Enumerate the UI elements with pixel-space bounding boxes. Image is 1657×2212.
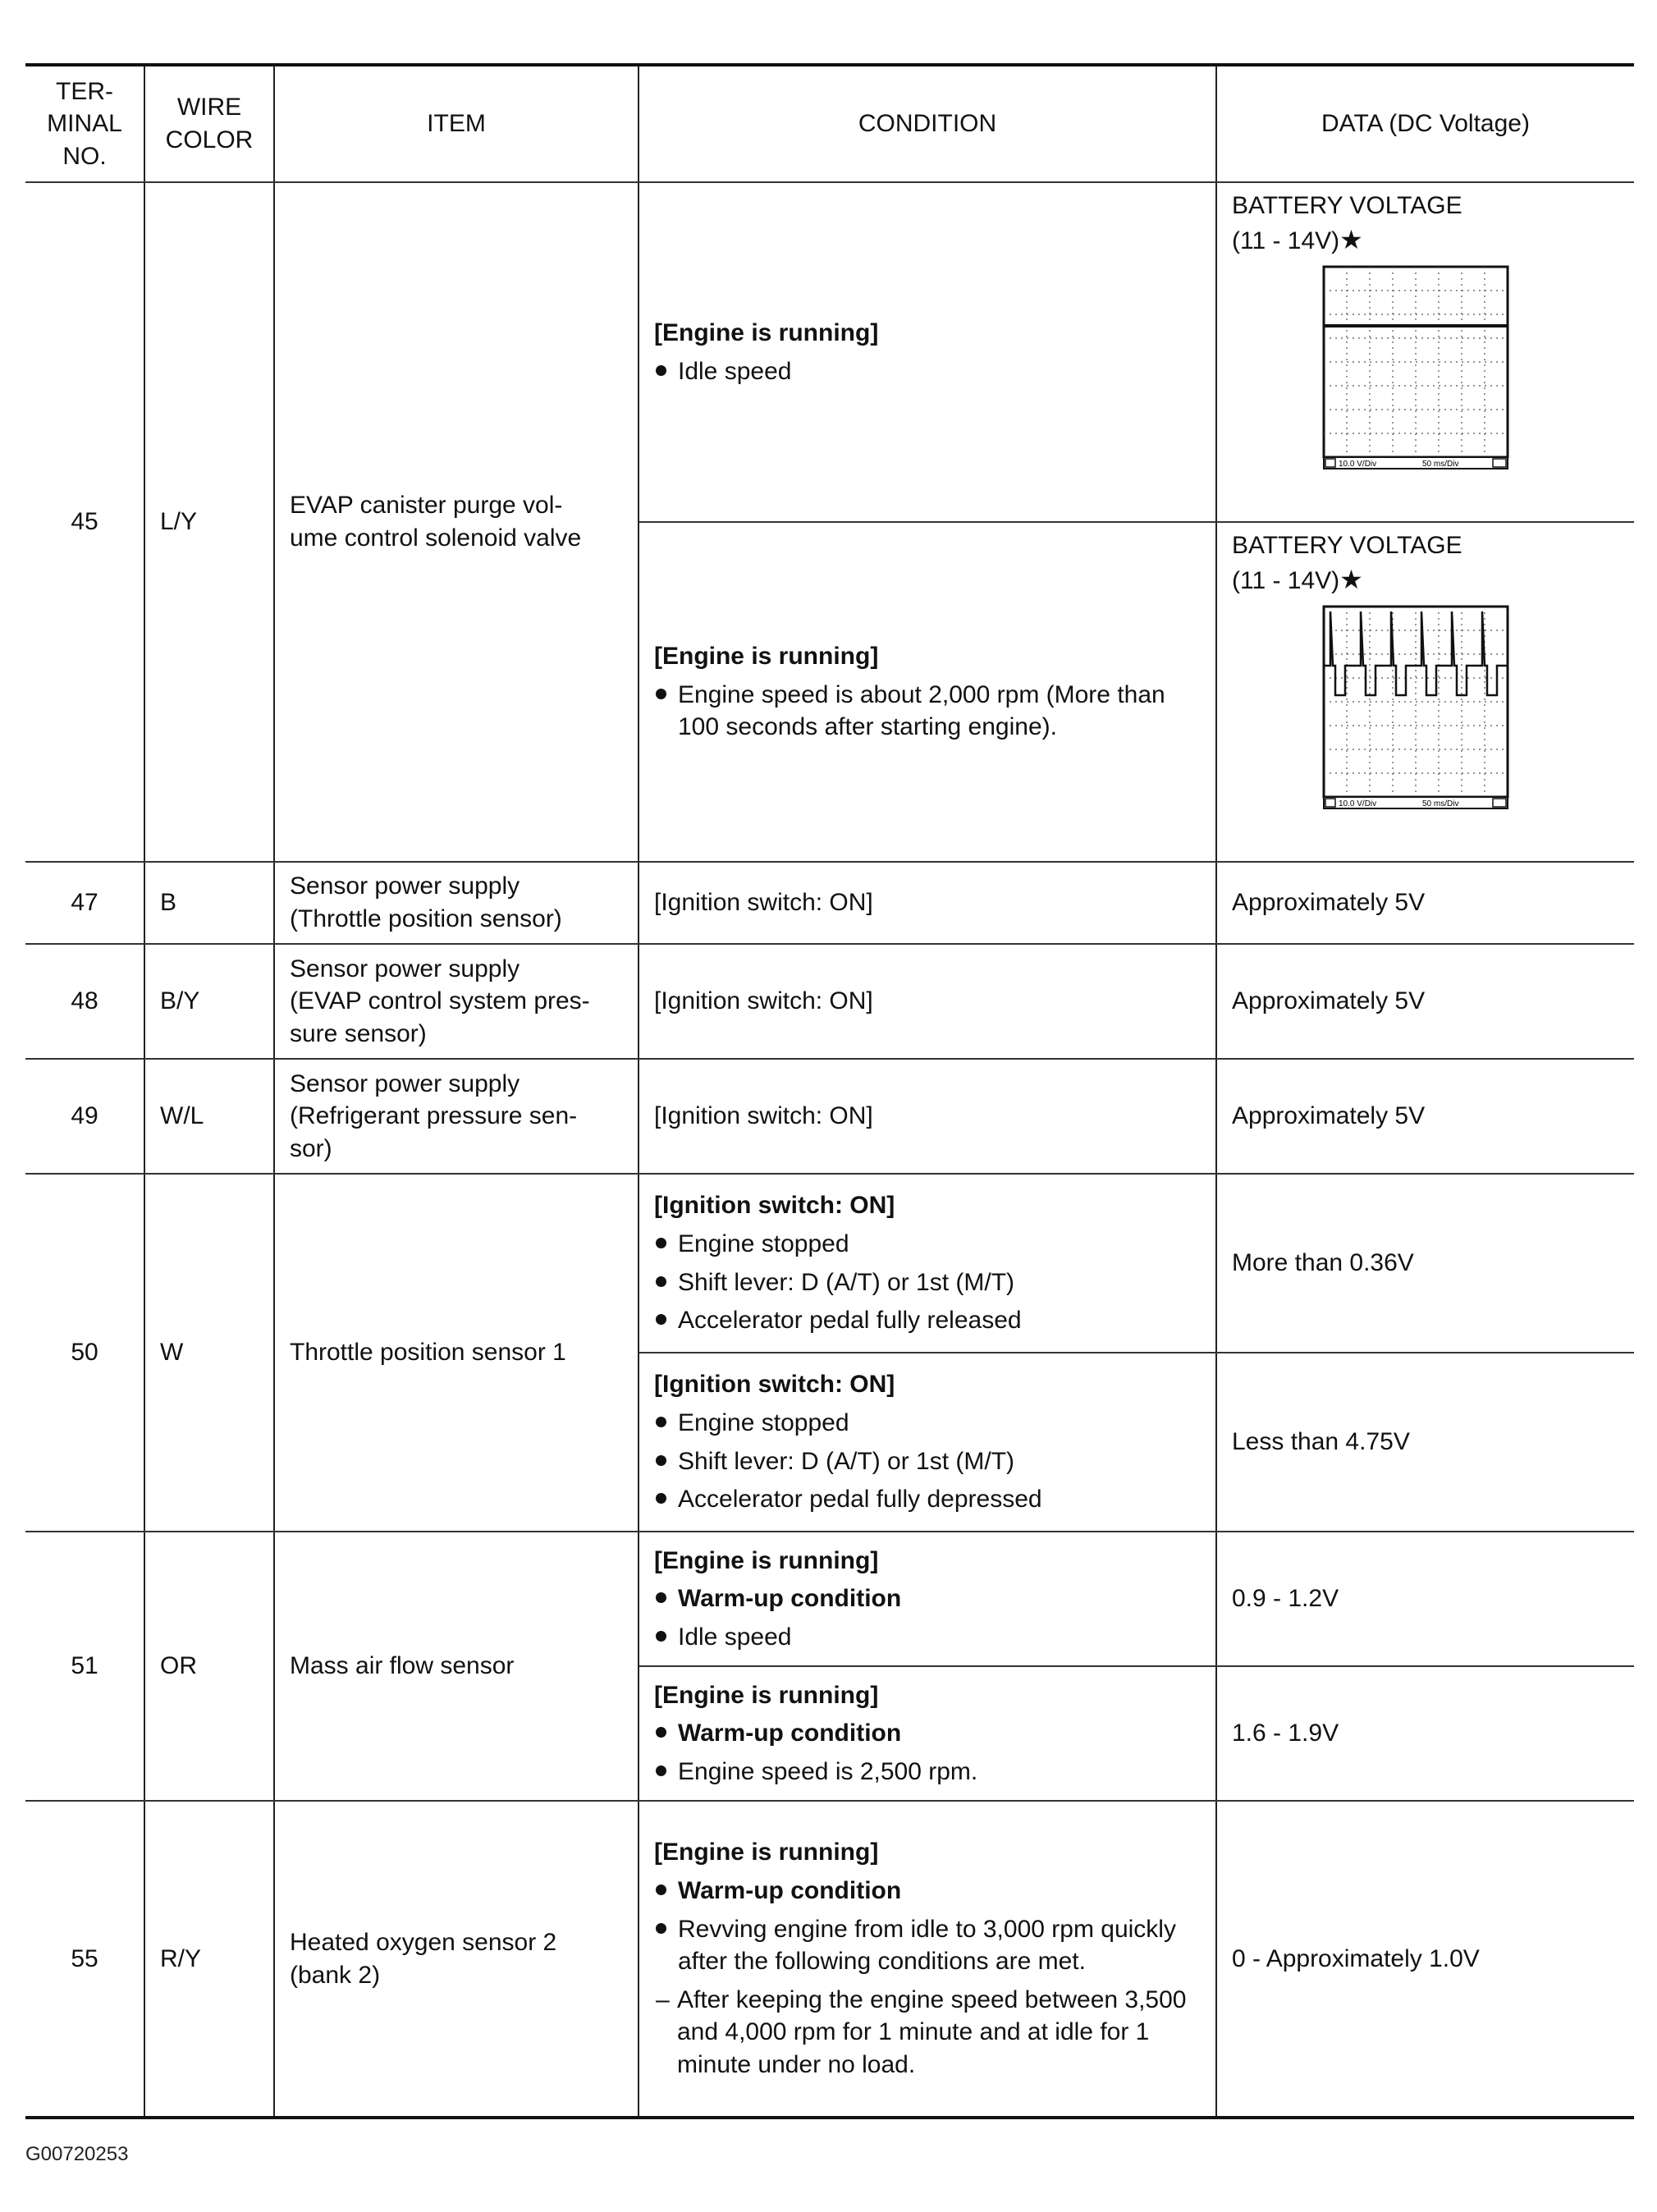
- list-item: [654, 1483, 1201, 1516]
- data-line2: [1232, 222, 1619, 258]
- data-line2: [1232, 562, 1619, 598]
- probe-icon: [1325, 799, 1335, 807]
- list-item: [654, 1304, 1201, 1337]
- header-terminal-line1: TER-: [56, 77, 113, 105]
- condition-text: Idle speed: [678, 357, 792, 385]
- condition-50-released: [639, 1174, 1216, 1353]
- condition-text: Shift lever: D (A/T) or 1st (M/T): [678, 1447, 1015, 1475]
- data-49: Approximately 5V: [1216, 1059, 1634, 1174]
- item-50: Throttle position sensor 1: [274, 1174, 639, 1532]
- dash-icon: –: [656, 1985, 670, 2013]
- bullet-dot-icon: [656, 1631, 666, 1642]
- data-55: 0 - Approximately 1.0V: [1216, 1801, 1634, 2118]
- wire-color-45: L/Y: [144, 182, 274, 862]
- item-49: [274, 1059, 639, 1174]
- bullet-dot-icon: [656, 1493, 666, 1504]
- item-49-line3: sor): [290, 1134, 332, 1162]
- condition-head: [Ignition switch: ON]: [654, 1371, 895, 1399]
- header-data: DATA (DC Voltage): [1216, 65, 1634, 182]
- item-48-line3: sure sensor): [290, 1019, 427, 1047]
- bullet-dot-icon: [656, 689, 666, 699]
- header-row: [25, 65, 1634, 182]
- item-55-line1: Heated oxygen sensor 2: [290, 1928, 557, 1956]
- list-item: [654, 1875, 1201, 1907]
- bullet-dot-icon: [656, 1727, 666, 1738]
- condition-head: [Engine is running]: [654, 1839, 879, 1866]
- data-45-idle: [1216, 182, 1634, 522]
- list-item: [654, 1228, 1201, 1261]
- condition-51-2500rpm: [639, 1666, 1216, 1801]
- condition-47: [Ignition switch: ON]: [639, 862, 1216, 944]
- item-48-line2: (EVAP control system pres-: [290, 987, 590, 1015]
- header-wire-line2: COLOR: [165, 126, 254, 153]
- terminal-no-50: 50: [25, 1174, 144, 1532]
- terminal-no-47: 47: [25, 862, 144, 944]
- wire-color-48: B/Y: [144, 944, 274, 1059]
- scope-trigger-icon: [1493, 459, 1506, 467]
- list-item: [654, 1984, 1201, 2081]
- condition-head: [Engine is running]: [654, 318, 879, 346]
- condition-head: [Engine is running]: [654, 643, 879, 671]
- condition-51-idle: [639, 1532, 1216, 1666]
- condition-49: [Ignition switch: ON]: [639, 1059, 1216, 1174]
- condition-text: After keeping the engine speed between 3,500 and 4,000 rpm for 1 minute and at idle for 1 minute under no load.: [677, 1985, 1187, 2078]
- terminal-no-51: 51: [25, 1532, 144, 1801]
- table-row-45-a: [25, 182, 1634, 522]
- bullet-dot-icon: [656, 1455, 666, 1466]
- table-row-51-a: [25, 1532, 1634, 1666]
- bullet-dot-icon: [656, 1314, 666, 1325]
- list-item: [654, 1445, 1201, 1478]
- condition-text: Revving engine from idle to 3,000 rpm quickly after the following conditions are met.: [678, 1915, 1176, 1976]
- condition-text: Engine stopped: [678, 1408, 849, 1436]
- item-48: [274, 944, 639, 1059]
- header-terminal-line3: NO.: [62, 142, 107, 170]
- scope-volts-div: 10.0 V/Div: [1339, 799, 1377, 809]
- data-48: Approximately 5V: [1216, 944, 1634, 1059]
- figure-code: G00720253: [25, 2143, 129, 2165]
- list-item: [654, 1756, 1201, 1788]
- wire-color-55: R/Y: [144, 1801, 274, 2118]
- condition-text: Accelerator pedal fully released: [678, 1307, 1022, 1335]
- data-50-depressed: Less than 4.75V: [1216, 1353, 1634, 1532]
- condition-text: Engine speed is 2,500 rpm.: [678, 1757, 978, 1785]
- header-wire-line1: WIRE: [176, 94, 242, 121]
- terminal-no-48: 48: [25, 944, 144, 1059]
- condition-text: Engine speed is about 2,000 rpm (More than 100 seconds after starting engine).: [678, 680, 1165, 741]
- list-item: [654, 1621, 1201, 1654]
- condition-text: Warm-up condition: [678, 1877, 902, 1905]
- waveform-flat-chart: [1322, 265, 1511, 470]
- item-55-line2: (bank 2): [290, 1961, 381, 1989]
- scope-volts-div: 10.0 V/Div: [1339, 460, 1377, 469]
- bullet-dot-icon: [656, 1885, 666, 1895]
- condition-48: [Ignition switch: ON]: [639, 944, 1216, 1059]
- item-55: [274, 1801, 639, 2118]
- condition-45-2000rpm: [639, 522, 1216, 862]
- waveform-pulse-chart: [1322, 605, 1511, 810]
- item-51: Mass air flow sensor: [274, 1532, 639, 1801]
- condition-45-idle: [639, 182, 1216, 522]
- item-47: [274, 862, 639, 944]
- data-range: (11 - 14V): [1232, 227, 1340, 254]
- data-line1: BATTERY VOLTAGE: [1232, 532, 1462, 559]
- oscilloscope-2000rpm: [1232, 605, 1619, 810]
- item-47-line1: Sensor power supply: [290, 872, 520, 900]
- item-49-line2: (Refrigerant pressure sen-: [290, 1102, 578, 1130]
- data-line1: BATTERY VOLTAGE: [1232, 192, 1462, 219]
- item-48-line1: Sensor power supply: [290, 955, 520, 982]
- header-wire-color: [144, 65, 274, 182]
- bullet-dot-icon: [656, 1238, 666, 1248]
- list-item: [654, 679, 1201, 744]
- table-row-55: [25, 1801, 1634, 2118]
- item-45-line1: EVAP canister purge vol-: [290, 492, 563, 520]
- data-51-2500rpm: 1.6 - 1.9V: [1216, 1666, 1634, 1801]
- item-45: [274, 182, 639, 862]
- condition-55: [639, 1801, 1216, 2118]
- table-row-47: [25, 862, 1634, 944]
- data-45-2000rpm: [1216, 522, 1634, 862]
- wire-color-50: W: [144, 1174, 274, 1532]
- header-terminal-line2: MINAL: [47, 110, 122, 138]
- condition-text: Warm-up condition: [678, 1585, 902, 1613]
- condition-text: Warm-up condition: [678, 1720, 902, 1747]
- wire-color-47: B: [144, 862, 274, 944]
- header-condition: CONDITION: [639, 65, 1216, 182]
- bullet-dot-icon: [656, 1592, 666, 1603]
- list-item: [654, 1582, 1201, 1615]
- wire-color-51: OR: [144, 1532, 274, 1801]
- item-49-line1: Sensor power supply: [290, 1069, 520, 1097]
- table-row-49: [25, 1059, 1634, 1174]
- bullet-dot-icon: [656, 1276, 666, 1287]
- wire-color-49: W/L: [144, 1059, 274, 1174]
- scope-trigger-icon: [1493, 799, 1506, 807]
- bullet-dot-icon: [656, 1923, 666, 1934]
- star-icon: ★: [1339, 564, 1363, 594]
- probe-icon: [1325, 459, 1335, 467]
- list-item: [654, 1266, 1201, 1299]
- terminal-no-49: 49: [25, 1059, 144, 1174]
- table-row-48: [25, 944, 1634, 1059]
- data-51-idle: 0.9 - 1.2V: [1216, 1532, 1634, 1666]
- condition-head: [Engine is running]: [654, 1681, 879, 1709]
- item-45-line2: ume control solenoid valve: [290, 524, 582, 552]
- terminal-no-55: 55: [25, 1801, 144, 2118]
- condition-text: Shift lever: D (A/T) or 1st (M/T): [678, 1268, 1015, 1296]
- bullet-dot-icon: [656, 1417, 666, 1427]
- data-47: Approximately 5V: [1216, 862, 1634, 944]
- condition-text: Idle speed: [678, 1623, 792, 1651]
- condition-head: [Engine is running]: [654, 1546, 879, 1574]
- list-item: [654, 355, 1201, 388]
- scope-time-div: 50 ms/Div: [1422, 799, 1459, 809]
- ecm-terminal-table: [25, 63, 1634, 2119]
- condition-50-depressed: [639, 1353, 1216, 1532]
- list-item: [654, 1407, 1201, 1440]
- item-47-line2: (Throttle position sensor): [290, 905, 562, 932]
- condition-text: Engine stopped: [678, 1230, 849, 1257]
- bullet-dot-icon: [656, 1765, 666, 1776]
- list-item: [654, 1717, 1201, 1750]
- header-terminal-no: [25, 65, 144, 182]
- data-range: (11 - 14V): [1232, 566, 1340, 594]
- data-50-released: More than 0.36V: [1216, 1174, 1634, 1353]
- oscilloscope-idle: [1232, 265, 1619, 470]
- header-item: ITEM: [274, 65, 639, 182]
- bullet-dot-icon: [656, 365, 666, 376]
- table-row-50-a: [25, 1174, 1634, 1353]
- list-item: [654, 1913, 1201, 1978]
- star-icon: ★: [1339, 224, 1363, 254]
- condition-text: Accelerator pedal fully depressed: [678, 1486, 1042, 1514]
- scope-time-div: 50 ms/Div: [1422, 460, 1459, 469]
- condition-head: [Ignition switch: ON]: [654, 1192, 895, 1220]
- terminal-no-45: 45: [25, 182, 144, 862]
